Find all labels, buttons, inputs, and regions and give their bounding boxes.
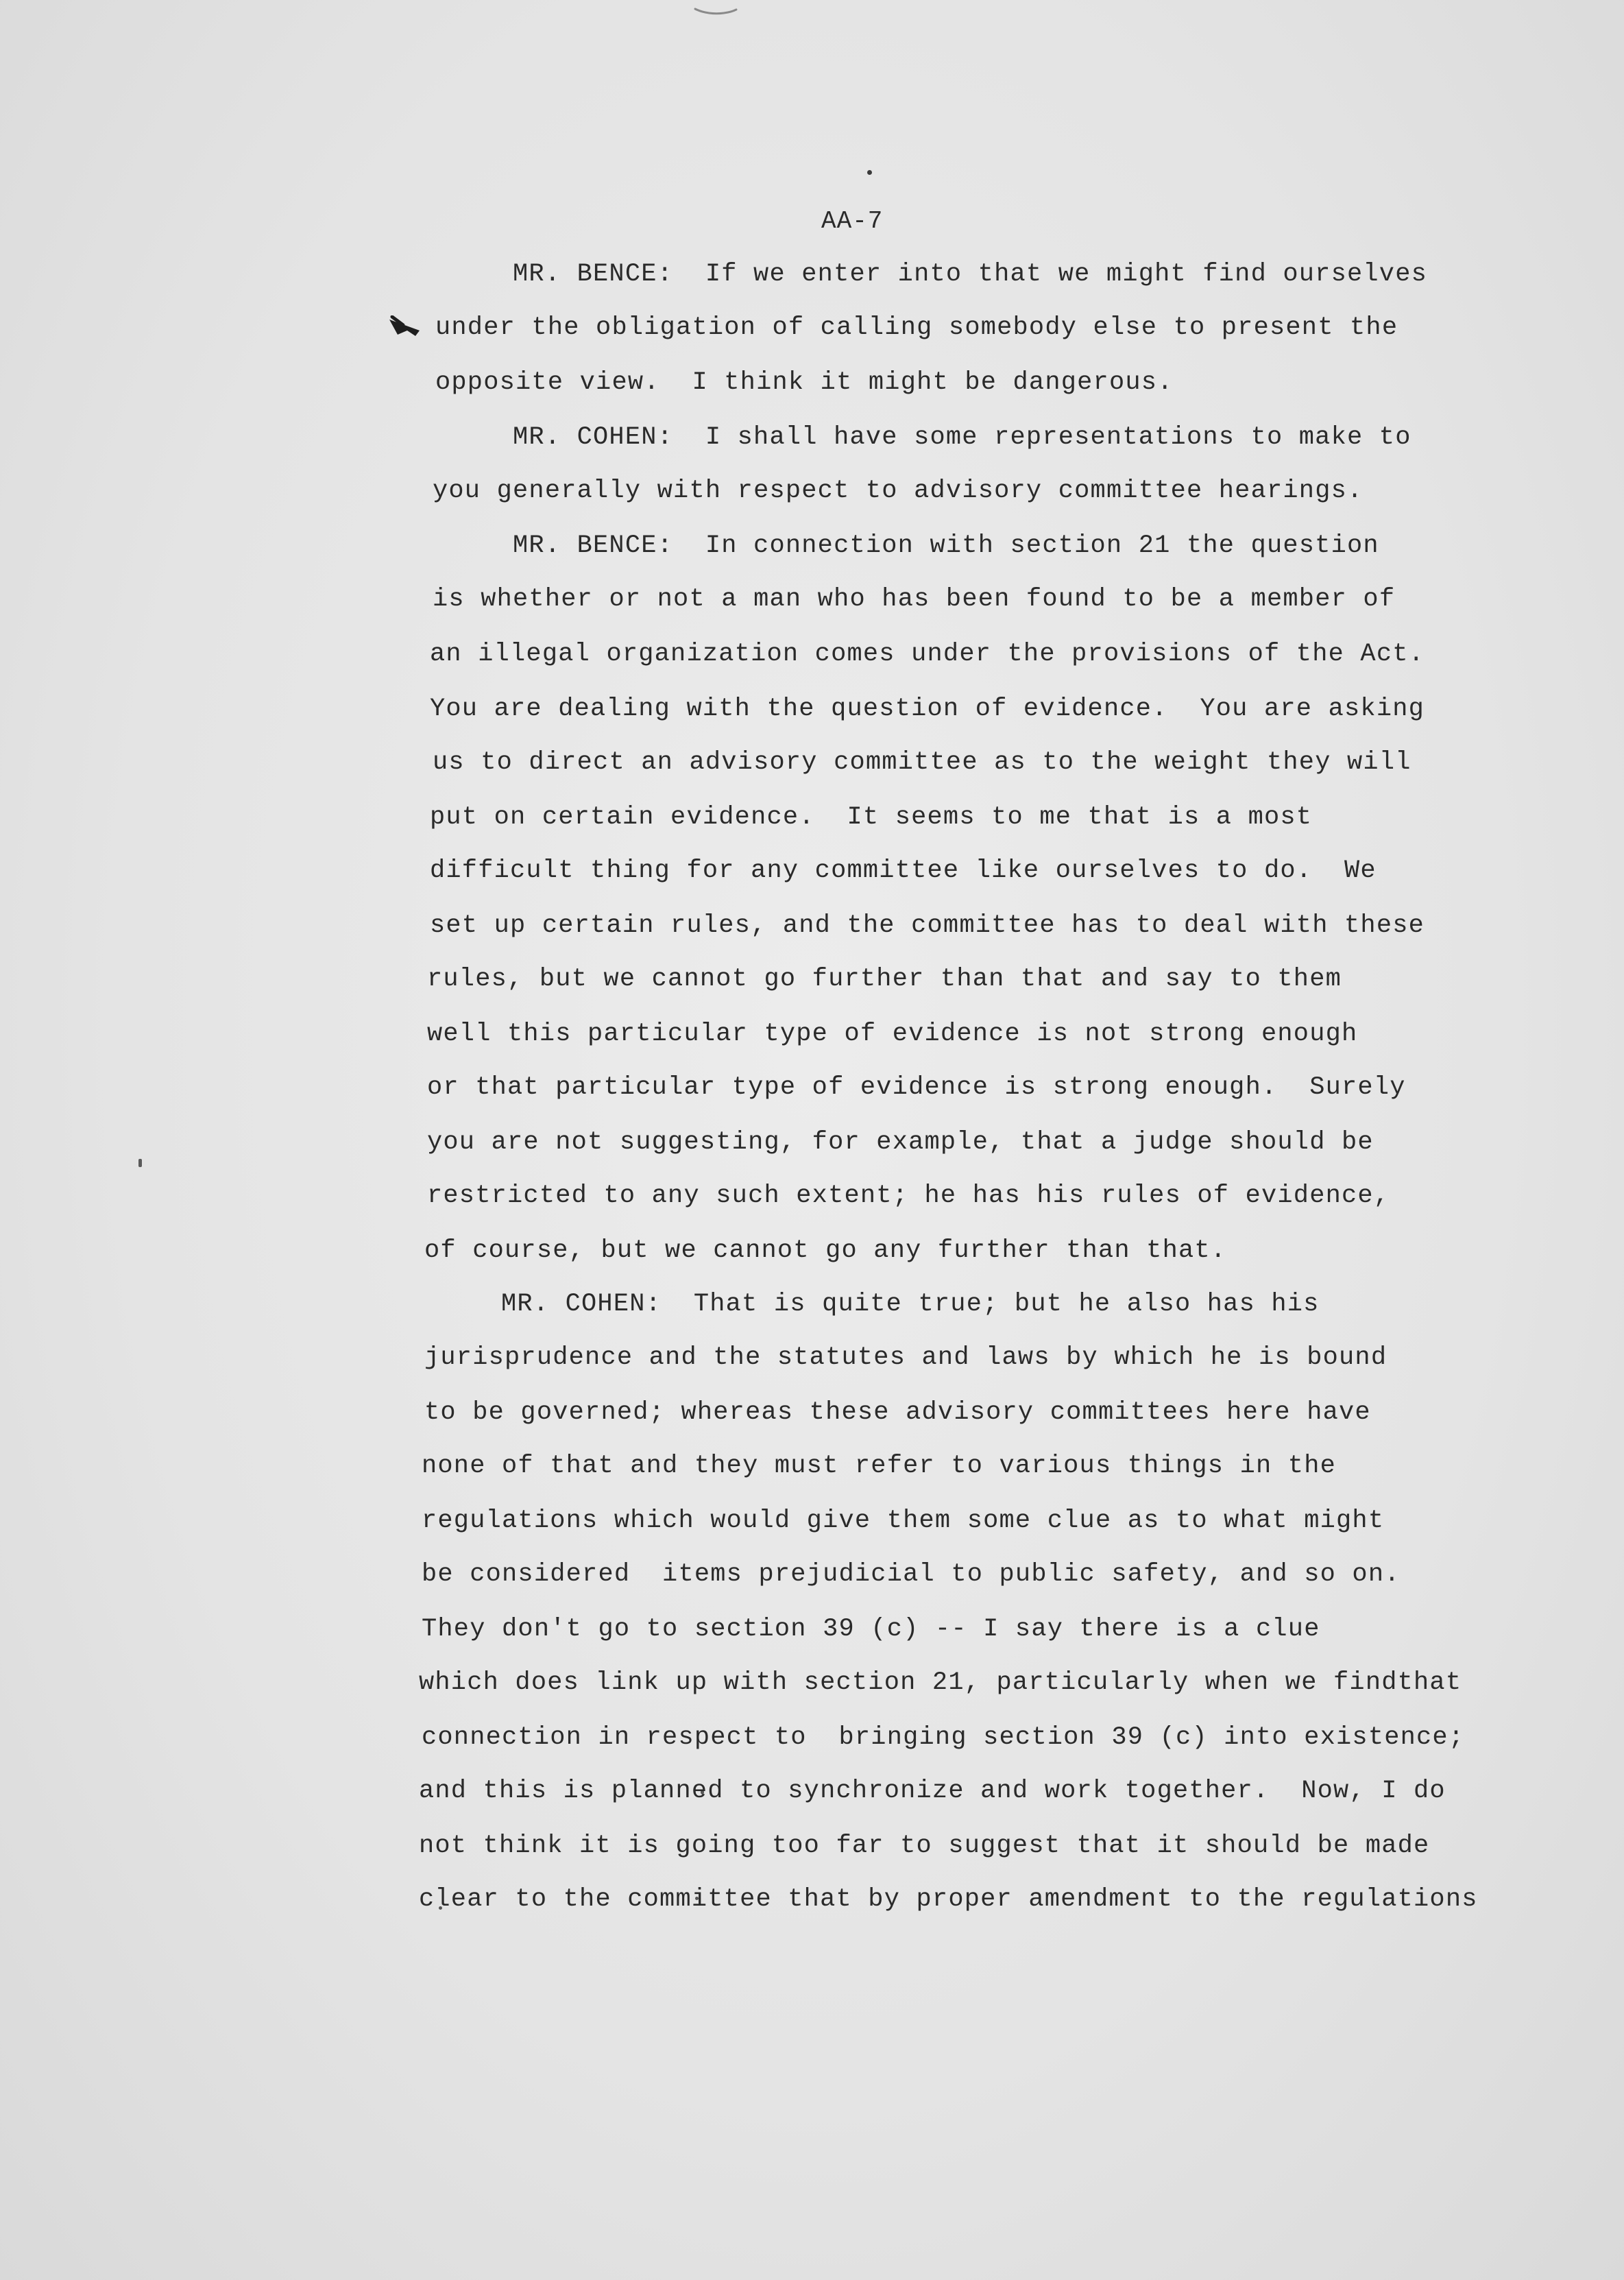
transcript-line: of course, but we cannot go any further than that. <box>424 1236 1227 1265</box>
transcript-line: which does link up with section 21, particularly when we findthat <box>419 1668 1462 1697</box>
transcript-line: to be governed; whereas these advisory committees here have <box>424 1398 1371 1427</box>
page-number: AA-7 <box>821 207 884 235</box>
transcript-line: clear to the committee that by proper amendment to the regulations <box>419 1885 1478 1914</box>
transcript-line: regulations which would give them some clue as to what might <box>422 1507 1385 1535</box>
transcript-line: not think it is going too far to suggest that it should be made <box>419 1832 1430 1860</box>
transcript-line: an illegal organization comes under the provisions of the Act. <box>430 640 1425 669</box>
transcript-line: MR. BENCE: If we enter into that we might find ourselves <box>513 260 1428 289</box>
ink-smudge <box>694 7 738 16</box>
transcript-line: restricted to any such extent; he has his rules of evidence, <box>427 1181 1390 1210</box>
transcript-line: or that particular type of evidence is strong enough. Surely <box>427 1073 1406 1102</box>
transcript-line: well this particular type of evidence is not strong enough <box>427 1020 1358 1048</box>
transcript-line: is whether or not a man who has been found to be a member of <box>433 585 1396 614</box>
transcript-line: put on certain evidence. It seems to me that is a most <box>430 803 1313 832</box>
transcript-line: and this is planned to synchronize and work together. Now, I do <box>419 1777 1446 1805</box>
transcript-line: You are dealing with the question of evidence. You are asking <box>430 695 1425 723</box>
transcript-line: under the obligation of calling somebody else to present the <box>435 313 1398 342</box>
transcript-line: connection in respect to bringing section 39 (c) into existence; <box>422 1723 1465 1752</box>
transcript-line: you are not suggesting, for example, that a judge should be <box>427 1128 1374 1157</box>
transcript-line: rules, but we cannot go further than that and say to them <box>427 965 1342 994</box>
margin-arrow-mark <box>388 315 422 340</box>
transcript-line: MR. COHEN: That is quite true; but he also has his <box>501 1290 1320 1319</box>
transcript-line: They don't go to section 39 (c) -- I say there is a clue <box>422 1615 1320 1644</box>
transcript-line: jurisprudence and the statutes and laws by which he is bound <box>424 1343 1387 1372</box>
transcript-line: be considered items prejudicial to public safety, and so on. <box>422 1560 1401 1589</box>
ink-dot <box>138 1159 142 1167</box>
transcript-line: opposite view. I think it might be dangerous. <box>435 368 1174 397</box>
transcript-line: difficult thing for any committee like ourselves to do. We <box>430 856 1377 885</box>
transcript-line: MR. COHEN: I shall have some representations to make to <box>513 423 1411 452</box>
transcript-line: none of that and they must refer to various things in the <box>422 1452 1337 1480</box>
transcript-line: us to direct an advisory committee as to the weight they will <box>433 748 1411 777</box>
transcript-line: you generally with respect to advisory committee hearings. <box>433 477 1364 505</box>
transcript-line: set up certain rules, and the committee has to deal with these <box>430 911 1425 940</box>
ink-dot <box>867 170 872 175</box>
transcript-line: MR. BENCE: In connection with section 21 the question <box>513 531 1379 560</box>
